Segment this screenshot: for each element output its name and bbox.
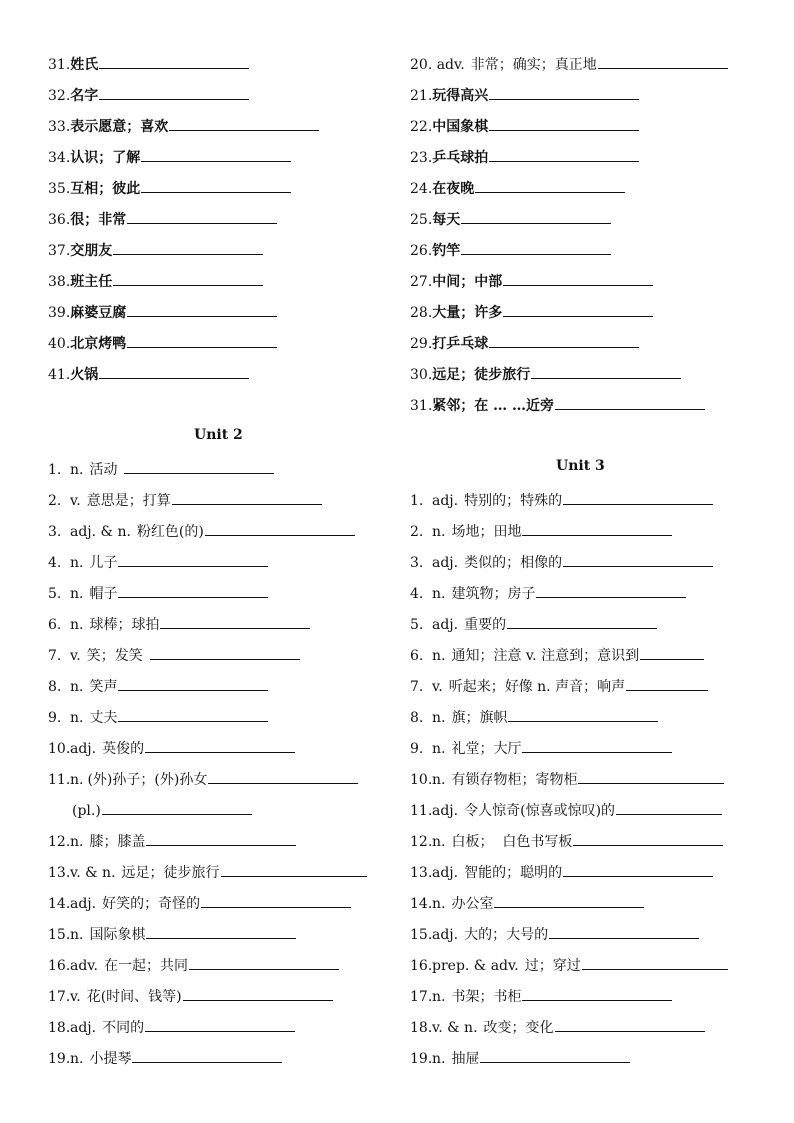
answer-blank[interactable] [563, 551, 713, 567]
list-item: 22.中国象棋 [410, 115, 639, 137]
list-item: 18.v. & n. 改变；变化 [410, 1016, 705, 1038]
answer-blank[interactable] [183, 985, 333, 1001]
list-item: 39.麻婆豆腐 [48, 301, 277, 323]
answer-blank[interactable] [616, 799, 722, 815]
list-item: 29.打乒乓球 [410, 332, 639, 354]
answer-blank[interactable] [118, 675, 268, 691]
answer-blank[interactable] [626, 675, 708, 691]
answer-blank[interactable] [507, 613, 657, 629]
answer-blank[interactable] [99, 53, 249, 69]
list-item: 16.prep. & adv. 过；穿过 [410, 954, 728, 976]
answer-blank[interactable] [141, 177, 291, 193]
answer-blank[interactable] [146, 923, 296, 939]
answer-blank[interactable] [522, 985, 672, 1001]
list-item: 31.姓氏 [48, 53, 249, 75]
list-item: 40.北京烤鸭 [48, 332, 277, 354]
answer-blank[interactable] [150, 644, 300, 660]
list-item: 36.很；非常 [48, 208, 277, 230]
answer-blank[interactable] [461, 239, 611, 255]
list-item: 6. n. 通知；注意 v. 注意到；意识到 [410, 644, 704, 666]
answer-blank[interactable] [522, 520, 672, 536]
answer-blank[interactable] [113, 239, 263, 255]
list-item: (pl.) [72, 799, 252, 821]
list-item: 12.n. 白板； 白色书写板 [410, 830, 723, 852]
list-item: 4. n. 建筑物；房子 [410, 582, 686, 604]
list-item: 23.乒乓球拍 [410, 146, 639, 168]
list-item: 1. adj. 特别的；特殊的 [410, 489, 713, 511]
answer-blank[interactable] [494, 892, 644, 908]
list-item: 27.中间；中部 [410, 270, 653, 292]
list-item: 17.v. 花(时间、钱等) [48, 985, 333, 1007]
answer-blank[interactable] [640, 644, 704, 660]
list-item: 17.n. 书架；书柜 [410, 985, 672, 1007]
answer-blank[interactable] [118, 582, 268, 598]
answer-blank[interactable] [127, 208, 277, 224]
list-item: 2. n. 场地；田地 [410, 520, 672, 542]
answer-blank[interactable] [118, 551, 268, 567]
answer-blank[interactable] [475, 177, 625, 193]
list-item: 7. v. 听起来；好像 n. 声音；响声 [410, 675, 708, 697]
answer-blank[interactable] [189, 954, 339, 970]
list-item: 37.交朋友 [48, 239, 263, 261]
answer-blank[interactable] [208, 768, 358, 784]
list-item: 24.在夜晚 [410, 177, 625, 199]
list-item: 10.adj. 英俊的 [48, 737, 295, 759]
answer-blank[interactable] [146, 830, 296, 846]
list-item: 28.大量；许多 [410, 301, 653, 323]
list-item: 5. n. 帽子 [48, 582, 268, 604]
list-item: 25.每天 [410, 208, 611, 230]
answer-blank[interactable] [489, 332, 639, 348]
list-item: 15.n. 国际象棋 [48, 923, 296, 945]
list-item: 33.表示愿意；喜欢 [48, 115, 319, 137]
answer-blank[interactable] [127, 301, 277, 317]
list-item: 3. adj. & n. 粉红色(的) [48, 520, 355, 542]
list-item: 5. adj. 重要的 [410, 613, 657, 635]
list-item: 15.adj. 大的；大号的 [410, 923, 699, 945]
list-item: 16.adv. 在一起；共同 [48, 954, 339, 976]
answer-blank[interactable] [489, 146, 639, 162]
answer-blank[interactable] [536, 582, 686, 598]
answer-blank[interactable] [132, 1047, 282, 1063]
list-item: 7. v. 笑；发笑 [48, 644, 300, 666]
answer-blank[interactable] [573, 830, 723, 846]
list-item: 4. n. 儿子 [48, 551, 268, 573]
answer-blank[interactable] [221, 861, 367, 877]
list-item: 14.adj. 好笑的；奇怪的 [48, 892, 351, 914]
answer-blank[interactable] [582, 954, 728, 970]
list-item: 1. n. 活动 [48, 458, 274, 480]
answer-blank[interactable] [99, 84, 249, 100]
answer-blank[interactable] [172, 489, 322, 505]
list-item: 41.火锅 [48, 363, 249, 385]
answer-blank[interactable] [503, 301, 653, 317]
list-item: 11.adj. 令人惊奇(惊喜或惊叹)的 [410, 799, 722, 821]
unit-3-title: Unit 3 [556, 458, 605, 474]
answer-blank[interactable] [480, 1047, 630, 1063]
answer-blank[interactable] [118, 706, 268, 722]
answer-blank[interactable] [555, 1016, 705, 1032]
list-item: 34.认识；了解 [48, 146, 291, 168]
list-item: 2. v. 意思是；打算 [48, 489, 322, 511]
answer-blank[interactable] [489, 84, 639, 100]
answer-blank[interactable] [461, 208, 611, 224]
list-item: 14.n. 办公室 [410, 892, 644, 914]
answer-blank[interactable] [102, 799, 252, 815]
answer-blank[interactable] [522, 737, 672, 753]
list-item: 31.紧邻；在 … …近旁 [410, 394, 705, 416]
list-item: 13.adj. 智能的；聪明的 [410, 861, 713, 883]
answer-blank[interactable] [549, 923, 699, 939]
list-item: 38.班主任 [48, 270, 263, 292]
answer-blank[interactable] [205, 520, 355, 536]
list-item: 21.玩得高兴 [410, 84, 639, 106]
list-item: 20. adv. 非常；确实；真正地 [410, 53, 728, 75]
list-item: 3. adj. 类似的；相像的 [410, 551, 713, 573]
answer-blank[interactable] [145, 737, 295, 753]
list-item: 8. n. 笑声 [48, 675, 268, 697]
list-item: 35.互相；彼此 [48, 177, 291, 199]
answer-blank[interactable] [124, 458, 274, 474]
answer-blank[interactable] [503, 270, 653, 286]
answer-blank[interactable] [508, 706, 658, 722]
answer-blank[interactable] [563, 489, 713, 505]
list-item: 18.adj. 不同的 [48, 1016, 295, 1038]
list-item: 30.远足；徒步旅行 [410, 363, 681, 385]
answer-blank[interactable] [127, 332, 277, 348]
answer-blank[interactable] [598, 53, 728, 69]
list-item: 11.n. (外)孙子；(外)孙女 [48, 768, 358, 790]
list-item: 26.钓竿 [410, 239, 611, 261]
list-item: 12.n. 膝；膝盖 [48, 830, 296, 852]
list-item: 19.n. 抽屉 [410, 1047, 630, 1069]
unit-2-title: Unit 2 [194, 427, 243, 443]
answer-blank[interactable] [531, 363, 681, 379]
answer-blank[interactable] [160, 613, 310, 629]
answer-blank[interactable] [169, 115, 319, 131]
list-item: 9. n. 丈夫 [48, 706, 268, 728]
list-item: 8. n. 旗；旗帜 [410, 706, 658, 728]
answer-blank[interactable] [145, 1016, 295, 1032]
list-item: 9. n. 礼堂；大厅 [410, 737, 672, 759]
answer-blank[interactable] [578, 768, 724, 784]
answer-blank[interactable] [201, 892, 351, 908]
list-item: 32.名字 [48, 84, 249, 106]
list-item: 10.n. 有锁存物柜；寄物柜 [410, 768, 724, 790]
list-item: 19.n. 小提琴 [48, 1047, 282, 1069]
answer-blank[interactable] [99, 363, 249, 379]
answer-blank[interactable] [555, 394, 705, 410]
answer-blank[interactable] [113, 270, 263, 286]
answer-blank[interactable] [563, 861, 713, 877]
answer-blank[interactable] [141, 146, 291, 162]
answer-blank[interactable] [489, 115, 639, 131]
list-item: 13.v. & n. 远足；徒步旅行 [48, 861, 367, 883]
list-item: 6. n. 球棒；球拍 [48, 613, 310, 635]
